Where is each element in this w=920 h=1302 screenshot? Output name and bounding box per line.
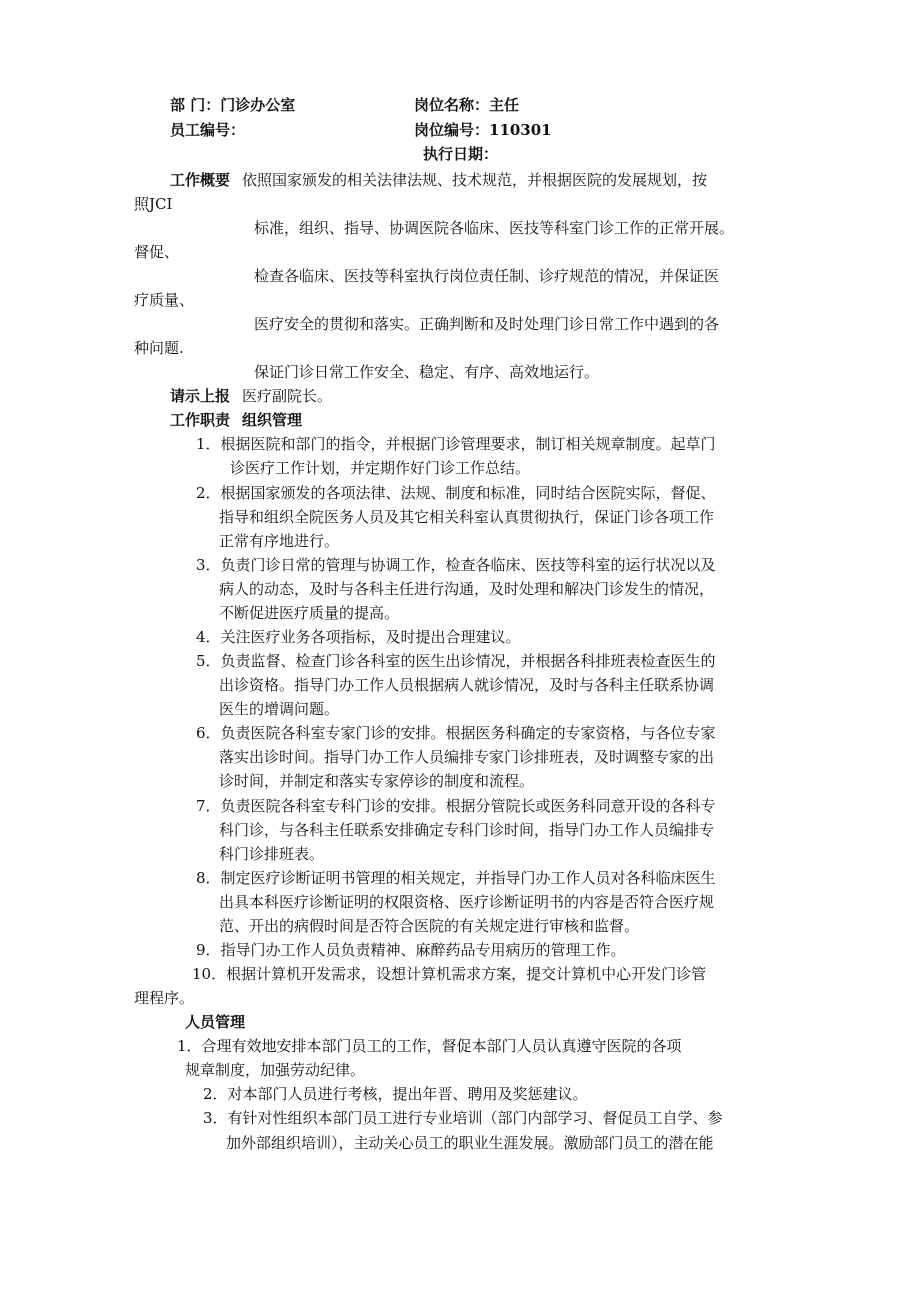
duty-line: 6．负责医院各科室专家门诊的安排。根据医务科确定的专家资格，与各位专家 — [196, 724, 716, 742]
duty-line: 指导和组织全院医务人员及其它相关科室认真贯彻执行，保证门诊各项工作 — [219, 508, 715, 526]
department-field: 部 门：门诊办公室 — [170, 96, 296, 114]
report-value: 医疗副院长。 — [242, 387, 333, 405]
post-number-field: 岗位编号：110301 — [414, 121, 552, 139]
duty-line: 诊时间，并制定和落实专家停诊的制度和流程。 — [219, 772, 535, 790]
execution-date-field: 执行日期： — [423, 145, 499, 163]
duty-line: 出具本科医疗诊断证明的权限资格、医疗诊断证明书的内容是否符合医疗规 — [219, 893, 715, 911]
duty-line: 4．关注医疗业务各项指标，及时提出合理建议。 — [196, 628, 521, 646]
duty-line: 不断促进医疗质量的提高。 — [219, 604, 400, 622]
duty-line: 医生的增调问题。 — [219, 700, 340, 718]
duty-line: 2．对本部门人员进行考核，提出年晋、聘用及奖惩建议。 — [203, 1085, 588, 1103]
duty-line: 正常有序地进行。 — [219, 532, 340, 550]
duty-line: 9．指导门办工作人员负责精神、麻醉药品专用病历的管理工作。 — [196, 941, 626, 959]
overview-line: 医疗安全的贯彻和落实。正确判断和及时处理门诊日常工作中遇到的各 — [254, 315, 720, 333]
staff-number-field: 员工编号： — [170, 121, 246, 139]
overview-line: 种问题. — [134, 339, 184, 357]
duties-label: 工作职责 — [170, 411, 231, 429]
overview-line: 督促、 — [134, 243, 180, 261]
duty-line: 10．根据计算机开发需求，设想计算机需求方案，提交计算机中心开发门诊管 — [192, 965, 707, 983]
duty-line: 科门诊排班表。 — [219, 845, 325, 863]
duty-line: 规章制度，加强劳动纪律。 — [185, 1061, 366, 1079]
overview-line: 检查各临床、医技等科室执行岗位责任制、诊疗规范的情况，并保证医 — [254, 267, 720, 285]
overview-line: 照JCI — [134, 195, 173, 213]
duty-line: 5．负责监督、检查门诊各科室的医生出诊情况，并根据各科排班表检查医生的 — [196, 652, 716, 670]
duty-line: 理程序。 — [134, 989, 195, 1007]
overview-line: 保证门诊日常工作安全、稳定、有序、高效地运行。 — [254, 363, 600, 381]
staff-management-title: 人员管理 — [185, 1013, 246, 1031]
duty-line: 病人的动态，及时与各科主任进行沟通，及时处理和解决门诊发生的情况， — [219, 580, 715, 598]
duty-line: 科门诊，与各科主任联系安排确定专科门诊时间，指导门办工作人员编排专 — [219, 821, 715, 839]
duty-line: 7．负责医院各科室专科门诊的安排。根据分管院长或医务科同意开设的各科专 — [196, 797, 716, 815]
report-label: 请示上报 — [170, 387, 231, 405]
duty-line: 1．合理有效地安排本部门员工的工作，督促本部门人员认真遵守医院的各项 — [177, 1037, 682, 1055]
duty-line: 3．有针对性组织本部门员工进行专业培训（部门内部学习、督促员工自学、参 — [203, 1109, 723, 1127]
duty-line: 加外部组织培训），主动关心员工的职业生涯发展。激励部门员工的潜在能 — [226, 1134, 714, 1152]
duty-line: 落实出诊时间。指导门办工作人员编排专家门诊排班表，及时调整专家的出 — [219, 748, 715, 766]
overview-line: 标准，组织、指导、协调医院各临床、医技等科室门诊工作的正常开展。 — [254, 219, 735, 237]
duty-line: 出诊资格。指导门办工作人员根据病人就诊情况，及时与各科主任联系协调 — [219, 676, 715, 694]
duty-line: 2．根据国家颁发的各项法律、法规、制度和标准，同时结合医院实际，督促、 — [196, 484, 716, 502]
duty-line: 诊医疗工作计划，并定期作好门诊工作总结。 — [230, 459, 531, 477]
post-name-field: 岗位名称：主任 — [414, 96, 520, 114]
duty-line: 1．根据医院和部门的指令，并根据门诊管理要求，制订相关规章制度。起草门 — [196, 435, 716, 453]
duty-line: 3．负责门诊日常的管理与协调工作，检查各临床、医技等科室的运行状况以及 — [196, 556, 716, 574]
overview-label: 工作概要 — [170, 171, 231, 189]
overview-line: 疗质量、 — [134, 291, 195, 309]
duty-line: 范、开出的病假时间是否符合医院的有关规定进行审核和监督。 — [219, 917, 640, 935]
duty-line: 8．制定医疗诊断证明书管理的相关规定，并指导门办工作人员对各科临床医生 — [196, 869, 716, 887]
org-management-title: 组织管理 — [242, 411, 303, 429]
overview-line: 依照国家颁发的相关法律法规、技术规范，并根据医院的发展规划，按 — [242, 171, 708, 189]
